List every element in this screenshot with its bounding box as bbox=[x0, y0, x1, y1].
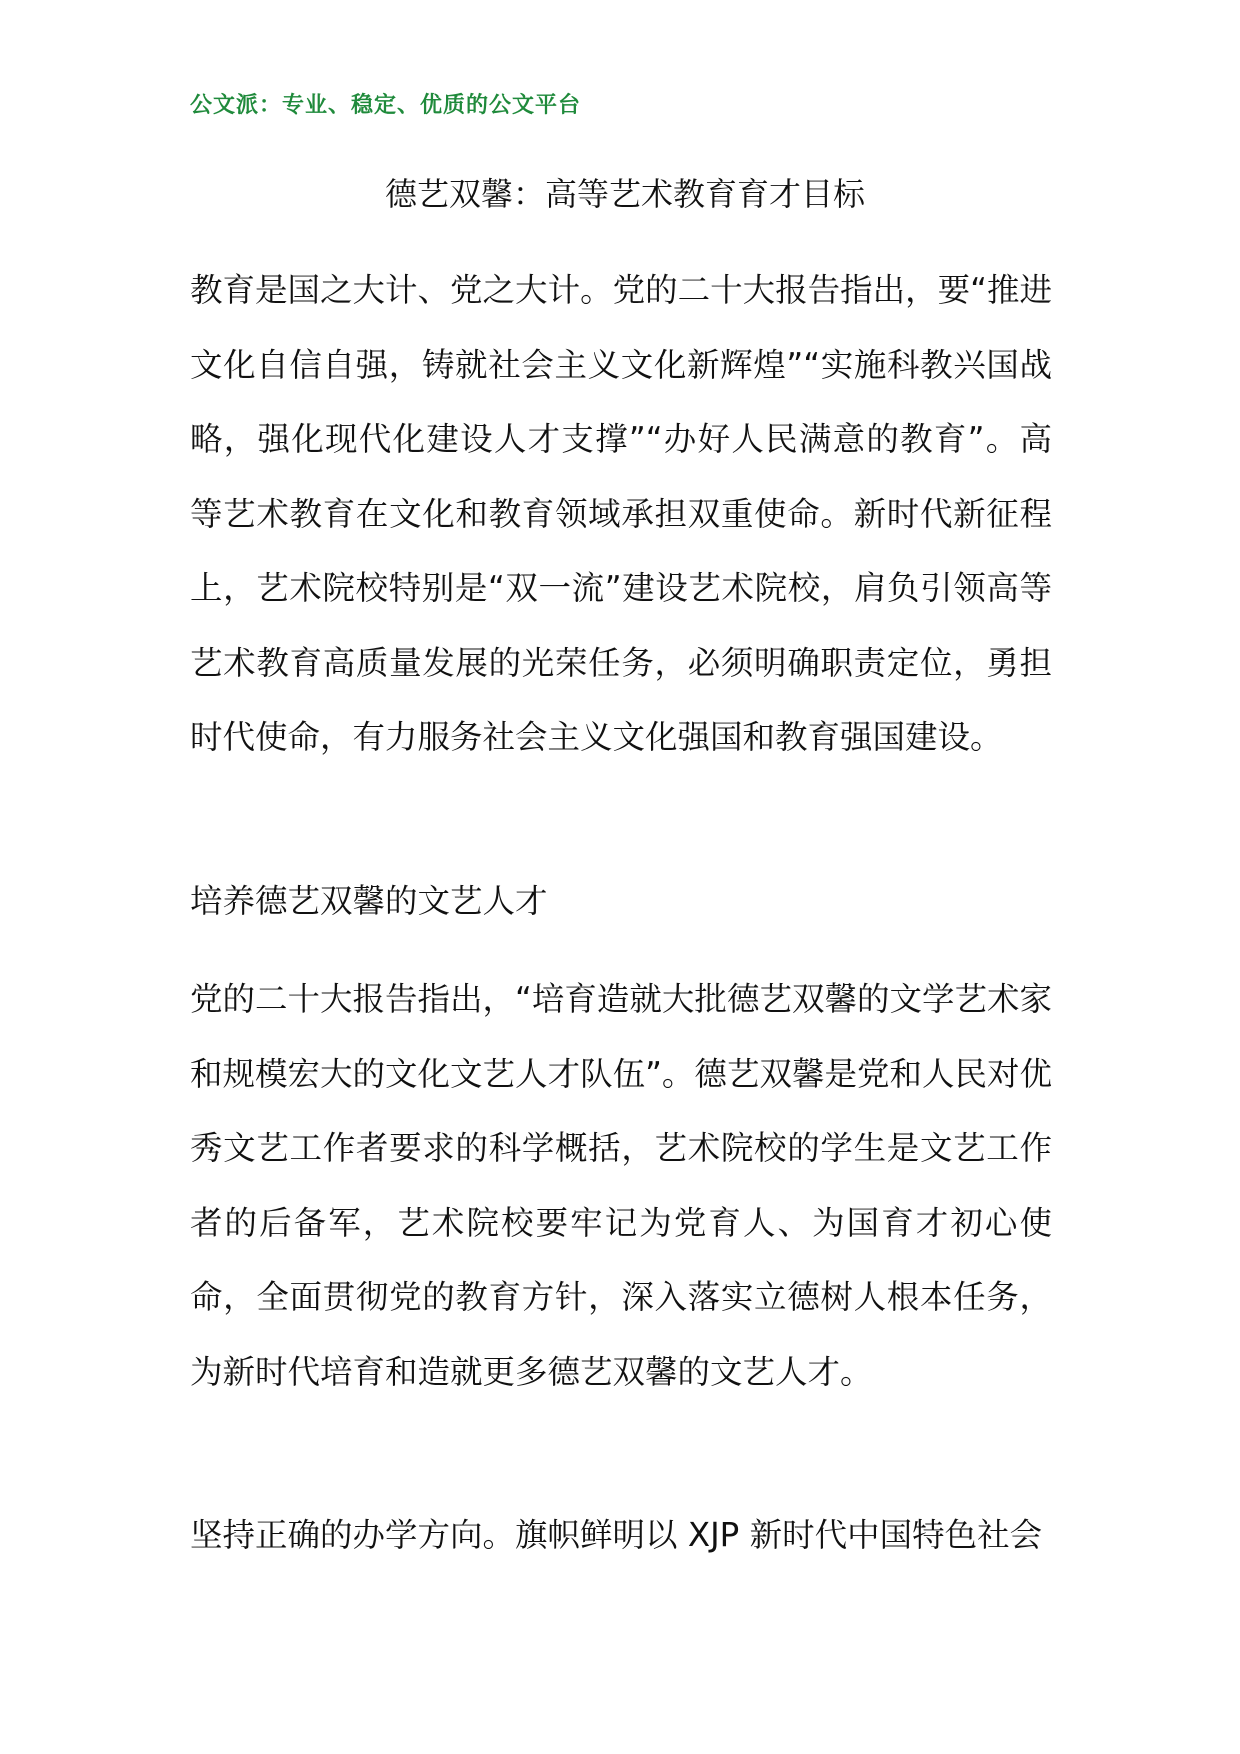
paragraph-intro: 教育是国之大计、党之大计。党的二十大报告指出，要“推进文化自信自强，铸就社会主义文化新辉煌”“实施科教兴国战略，强化现代化建设人才支撑”“办好人民满意的教育”。高等艺术教育在文化和教育领域承担双重使命。新时代新征程上，艺术院校特别是“双一流”建设艺术院校，肩负引领高等艺术教育高质量发展的光荣任务，必须明确职责定位，勇担时代使命，有力服务社会主义文化强国和教育强国建设。 bbox=[190, 271, 1052, 756]
document-title: 德艺双馨：高等艺术教育育才目标 bbox=[384, 175, 865, 213]
paragraph-continued: 坚持正确的办学方向。旗帜鲜明以 XJP 新时代中国特色社会 bbox=[190, 1516, 1043, 1554]
paragraph-section-body: 党的二十大报告指出，“培育造就大批德艺双馨的文学艺术家和规模宏大的文化文艺人才队伍”。德艺双馨是党和人民对优秀文艺工作者要求的科学概括，艺术院校的学生是文艺工作者的后备军，艺术院校要牢记为党育人、为国育才初心使命，全面贯彻党的教育方针，深入落实立德树人根本任务，为新时代培育和造就更多德艺双馨的文艺人才。 bbox=[190, 980, 1052, 1391]
section-heading: 培养德艺双馨的文艺人才 bbox=[190, 882, 548, 920]
brand-header: 公文派：专业、稳定、优质的公文平台 bbox=[190, 92, 582, 118]
